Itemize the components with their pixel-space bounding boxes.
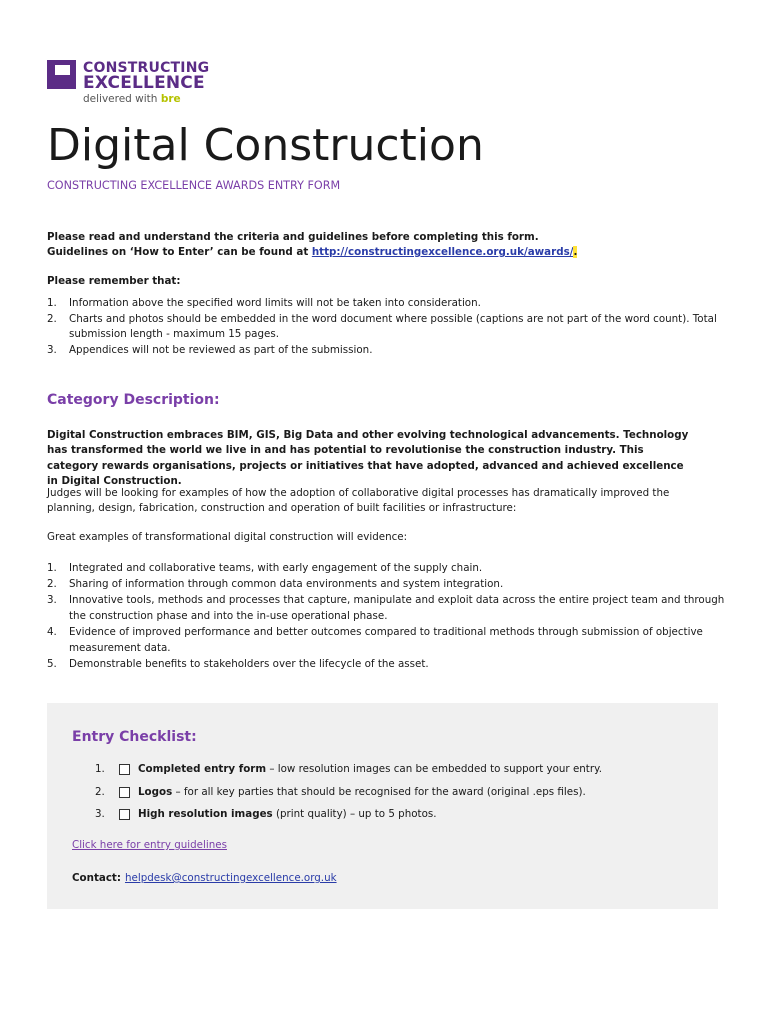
examples-list (47, 560, 737, 672)
list-item-number: 3. (47, 594, 57, 606)
checkbox[interactable] (119, 764, 130, 775)
logo-tagline (83, 93, 181, 105)
page-subtitle: CONSTRUCTING EXCELLENCE AWARDS ENTRY FORM (47, 179, 341, 192)
contact-email-link[interactable]: helpdesk@constructingexcellence.org.uk (124, 872, 337, 884)
judges-text: Judges will be looking for examples of how the adoption of collaborative digital processes has dramatically improved the planning, design, fabrication, construction and operation of built facilities or infrastructure: (47, 487, 670, 515)
list-item-text: Innovative tools, methods and processes that capture, manipulate and exploit data across the entire project team and through the construction phase and into the in-use operational phase. (69, 594, 725, 622)
intro-text (47, 230, 727, 260)
contact-label: Contact: (72, 872, 121, 884)
checklist-item-bold: Completed entry form (138, 763, 267, 775)
list-item-text: Appendices will not be reviewed as part of the submission. (69, 343, 373, 356)
checklist-item-number: 2. (95, 785, 105, 798)
list-item-number: 2. (47, 312, 57, 325)
checklist-item-text (138, 763, 602, 775)
list-item-text: Sharing of information through common data environments and system integration. (69, 578, 504, 590)
checklist-item-rest: (print quality) – up to 5 photos. (272, 808, 437, 820)
remember-heading: Please remember that: (47, 275, 181, 287)
logo-square-icon (47, 60, 76, 89)
list-item-number: 4. (47, 626, 57, 638)
entry-guidelines-link[interactable]: Click here for entry guidelines (72, 839, 227, 851)
intro-line-2 (47, 245, 727, 260)
checklist-item-number: 1. (95, 763, 105, 775)
checkbox[interactable] (119, 809, 130, 820)
checkbox[interactable] (119, 787, 130, 798)
logo-tagline-prefix: delivered with (83, 93, 158, 105)
logo-line-2: EXCELLENCE (83, 73, 205, 93)
contact-line (72, 872, 337, 884)
constructing-excellence-logo (47, 60, 217, 110)
checklist-item-text (138, 786, 586, 798)
list-item-number: 1. (47, 297, 57, 309)
list-item (47, 592, 737, 624)
intro-line-1: Please read and understand the criteria and guidelines before completing this form. (47, 231, 539, 243)
list-item-number: 3. (47, 343, 57, 356)
page-title: Digital Construction (47, 120, 484, 171)
list-item-text: Evidence of improved performance and better outcomes compared to traditional methods through submission of objective measurement data. (69, 626, 703, 654)
rules-list (47, 296, 727, 358)
list-item-text: Demonstrable benefits to stakeholders over the lifecycle of the asset. (69, 658, 429, 670)
category-heading: Category Description: (47, 392, 220, 408)
list-item-text: Information above the specified word limits will not be taken into consideration. (69, 297, 481, 309)
list-item (47, 624, 737, 656)
checklist-item-rest: – for all key parties that should be recognised for the award (original .eps files). (172, 785, 586, 798)
checklist-item-text (138, 808, 437, 820)
checklist-item-rest: – low resolution images can be embedded to support your entry. (266, 763, 602, 775)
list-item (47, 576, 737, 592)
list-item (47, 560, 737, 576)
category-description: Digital Construction embraces BIM, GIS, Big Data and other evolving technological advancements. Technology has transformed the world we live in and has potential to revolutionise the construction industry. This category rewards organisations, projects or initiatives that have adopted, advanced and achieved excellence in Digital Construction. (47, 429, 689, 487)
awards-link[interactable]: http://constructingexcellence.org.uk/awards/ (311, 246, 574, 258)
list-item-number: 1. (47, 562, 57, 574)
list-item (47, 656, 737, 672)
list-item-number: 2. (47, 578, 57, 590)
intro-line-2-suffix: . (573, 246, 578, 258)
intro-line-2-prefix: Guidelines on ‘How to Enter’ can be found at (47, 246, 309, 258)
list-item (47, 312, 727, 343)
logo-tagline-brand: bre (160, 93, 181, 105)
list-item (47, 343, 727, 359)
checklist-item-bold: Logos (138, 785, 173, 798)
list-item (47, 296, 727, 312)
checklist-item-bold: High resolution images (138, 808, 273, 820)
list-item-number: 5. (47, 658, 57, 670)
list-item-text: Charts and photos should be embedded in the word document where possible (captions are not part of the word count). Total submission length - maximum 15 pages. (69, 312, 717, 340)
logo-line-1: CONSTRUCTING (83, 60, 210, 76)
checklist-item-number: 3. (95, 808, 105, 820)
entry-checklist-panel (47, 703, 718, 909)
great-examples-text: Great examples of transformational digital construction will evidence: (47, 531, 408, 543)
checklist-heading: Entry Checklist: (72, 729, 197, 745)
list-item-text: Integrated and collaborative teams, with early engagement of the supply chain. (69, 562, 483, 574)
